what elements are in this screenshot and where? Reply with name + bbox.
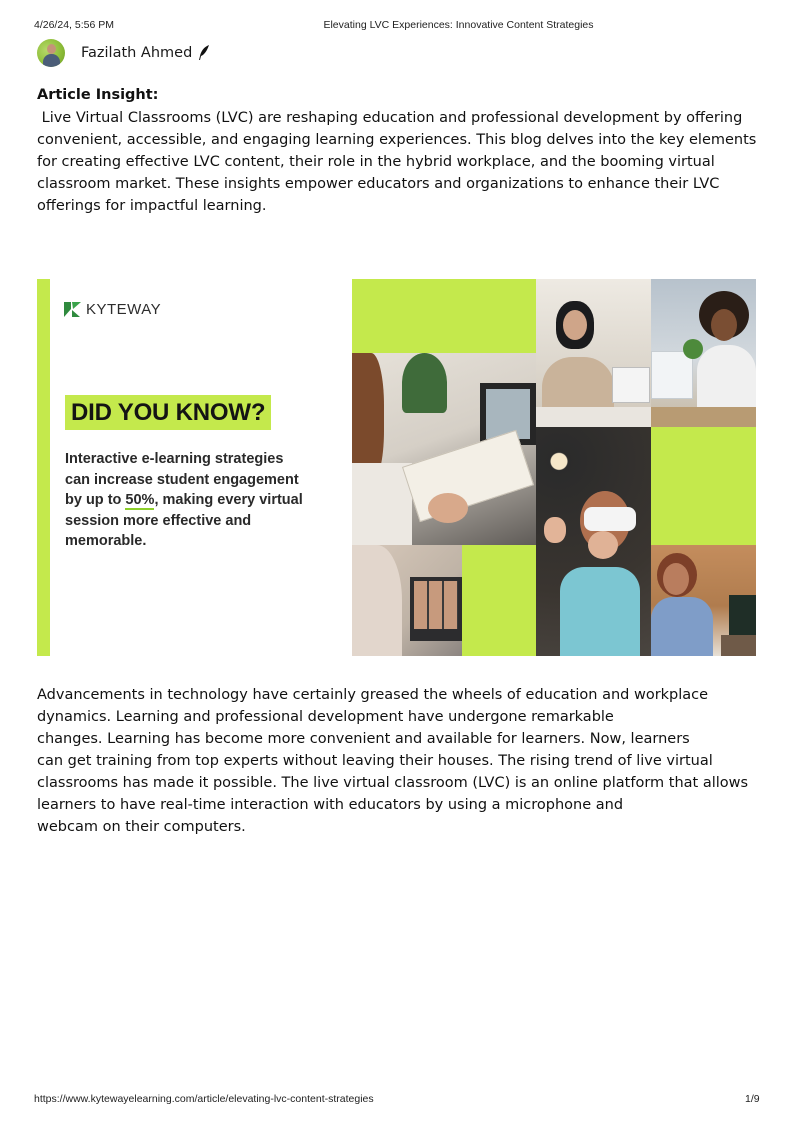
fact-highlight: 50%: [125, 492, 155, 508]
author-name[interactable]: Fazilath Ahmed: [81, 45, 193, 61]
print-date: 4/26/24, 5:56 PM: [34, 19, 114, 31]
banner-accent-bar: [37, 279, 50, 656]
body-line: changes. Learning has become more convenient and available for learners. Now, learners: [37, 731, 690, 747]
photo-woman-reading: [651, 545, 756, 656]
photo-woman-headphones: [536, 279, 651, 427]
insight-paragraph: [37, 107, 765, 217]
fact-line: session more effective and: [65, 512, 252, 529]
fact-line: Interactive e-learning strategies: [65, 451, 284, 467]
insight-line: Live Virtual Classrooms (LVC) are reshaping education and professional development by offering: [37, 110, 743, 126]
collage-green-block: [352, 279, 536, 353]
insight-line: for creating effective LVC content, their role in the hybrid workplace, and the booming virtual: [37, 154, 715, 170]
brand-name: KYTEWAY: [86, 301, 162, 318]
print-page-number: 1/9: [745, 1093, 760, 1105]
photo-woman-notebook: [352, 353, 536, 545]
kyteway-logo: [64, 301, 161, 318]
body-line: dynamics. Learning and professional development have undergone remarkable: [37, 709, 614, 725]
body-line: can get training from top experts without leaving their houses. The rising trend of live virtual: [37, 753, 713, 769]
photo-woman-vr-headset: [536, 427, 651, 656]
body-line: Advancements in technology have certainly greased the wheels of education and workplace: [37, 687, 709, 703]
article-body-paragraph: [37, 684, 765, 838]
did-you-know-banner: [37, 279, 756, 656]
collage-green-block: [651, 427, 756, 545]
author-avatar[interactable]: [37, 39, 65, 67]
insight-line: classroom market. These insights empower educators and organizations to enhance their LVC: [37, 176, 720, 192]
quill-icon: [198, 45, 210, 61]
body-line: webcam on their computers.: [37, 819, 246, 835]
body-line: classrooms has made it possible. The live virtual classroom (LVC) is an online platform that allows: [37, 775, 749, 791]
print-footer-url: https://www.kytewayelearning.com/article/elevating-lvc-content-strategies: [34, 1093, 374, 1105]
fact-line: memorable.: [65, 533, 147, 549]
banner-fact: [65, 449, 335, 552]
kyteway-logo-icon: [64, 302, 81, 317]
photo-woman-laptop: [651, 279, 756, 427]
insight-line: convenient, accessible, and engaging learning experiences. This blog delves into the key elements: [37, 132, 757, 148]
print-page-title: Elevating LVC Experiences: Innovative Content Strategies: [323, 19, 594, 31]
fact-line: can increase student engagement: [65, 471, 299, 488]
banner-headline: DID YOU KNOW?: [65, 395, 271, 430]
fact-line: by up to: [65, 492, 126, 508]
fact-line: , making every virtual: [154, 492, 303, 508]
photo-video-call-laptop: [352, 545, 462, 656]
body-line: learners to have real-time interaction with educators by using a microphone and: [37, 797, 624, 813]
author-byline: [37, 40, 210, 66]
insight-line: offerings for impactful learning.: [37, 198, 267, 214]
collage-green-block: [462, 545, 536, 656]
insight-heading: Article Insight:: [37, 87, 159, 103]
